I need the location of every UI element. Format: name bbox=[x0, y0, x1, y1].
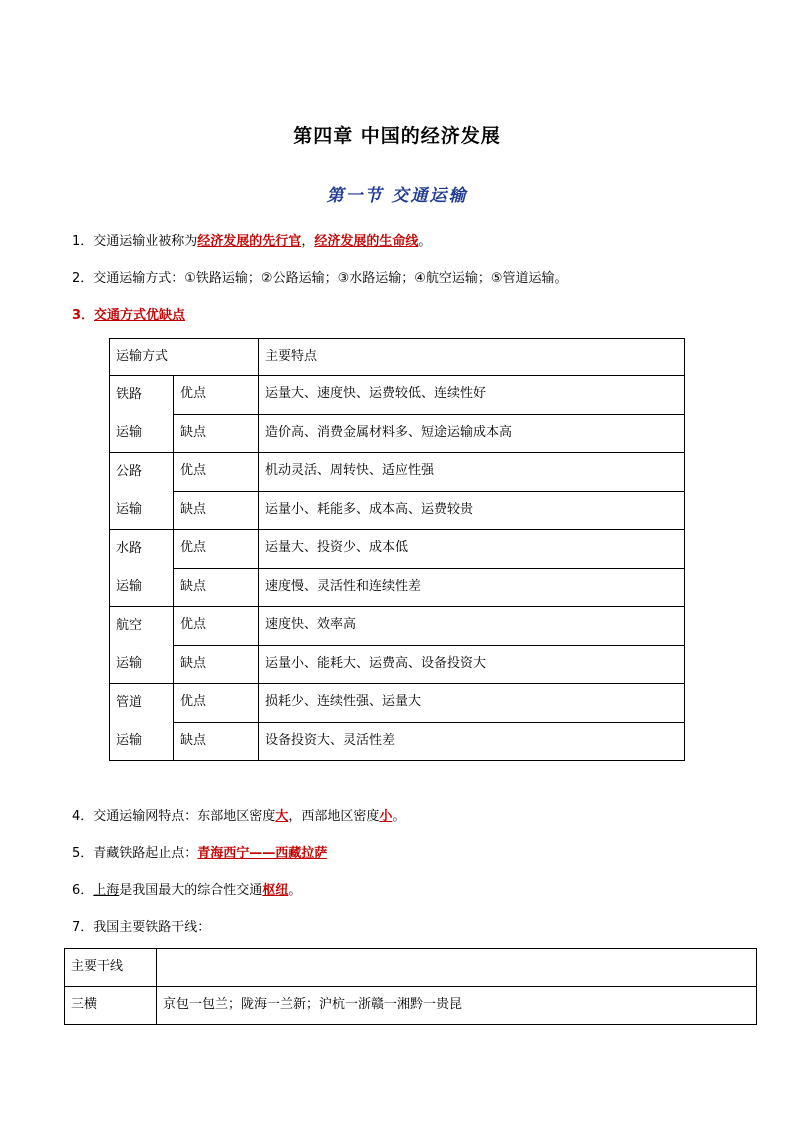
mode-cell bbox=[110, 453, 174, 530]
item-6 bbox=[72, 879, 301, 898]
highlight-term: 经济发展的先行官 bbox=[197, 234, 302, 249]
item-text: 。 bbox=[418, 234, 432, 249]
con-text: 设备投资大、灵活性差 bbox=[259, 722, 685, 761]
highlight-term: 小 bbox=[379, 809, 393, 824]
pro-label: 优点 bbox=[174, 453, 259, 492]
item-text: 青藏铁路起止点： bbox=[93, 846, 198, 861]
mode-name: 公路 bbox=[116, 464, 143, 479]
item-text: 交通运输方式：①铁路运输；②公路运输；③水路运输；④航空运输；⑤管道运输。 bbox=[93, 271, 568, 286]
pro-text: 运量大、速度快、运费较低、连续性好 bbox=[259, 376, 685, 415]
table-row bbox=[110, 568, 685, 607]
highlight-term: 青海西宁——西藏拉萨 bbox=[197, 846, 328, 861]
table-header-row bbox=[65, 949, 757, 987]
header-cell-empty bbox=[157, 949, 757, 987]
highlight-term: 枢纽 bbox=[262, 883, 289, 898]
table-row bbox=[110, 645, 685, 684]
item-text: ， bbox=[301, 234, 315, 249]
row-label: 三横 bbox=[65, 987, 157, 1025]
railway-trunk-lines-table bbox=[64, 948, 757, 1025]
highlight-term: 大 bbox=[275, 809, 289, 824]
item-number: 3． bbox=[72, 308, 95, 323]
con-text: 运量小、能耗大、运费高、设备投资大 bbox=[259, 645, 685, 684]
pro-text: 运量大、投资少、成本低 bbox=[259, 530, 685, 569]
con-label: 缺点 bbox=[174, 491, 259, 530]
table-row bbox=[110, 722, 685, 761]
transport-comparison-table bbox=[109, 338, 685, 761]
table-row bbox=[110, 684, 685, 723]
pro-label: 优点 bbox=[174, 684, 259, 723]
mode-name: 运输 bbox=[116, 656, 143, 671]
item-5 bbox=[72, 842, 327, 861]
table-row bbox=[65, 987, 757, 1025]
item-text: 我国主要铁路干线： bbox=[93, 920, 211, 935]
mode-name: 运输 bbox=[116, 502, 143, 517]
table-row bbox=[110, 376, 685, 415]
con-label: 缺点 bbox=[174, 645, 259, 684]
item-number: 6． bbox=[72, 883, 94, 898]
mode-name: 航空 bbox=[116, 618, 143, 633]
item-number: 7． bbox=[72, 920, 94, 935]
item-text: ，西部地区密度 bbox=[288, 809, 380, 824]
section-title: 第一节 交通运输 bbox=[326, 186, 468, 206]
con-text: 速度慢、灵活性和连续性差 bbox=[259, 568, 685, 607]
con-text: 运量小、耗能多、成本高、运费较贵 bbox=[259, 491, 685, 530]
item-number: 5． bbox=[72, 846, 94, 861]
mode-name: 运输 bbox=[116, 733, 143, 748]
header-cell-features: 主要特点 bbox=[259, 339, 685, 376]
item-3 bbox=[72, 304, 185, 323]
pro-text: 损耗少、连续性强、运量大 bbox=[259, 684, 685, 723]
mode-cell bbox=[110, 607, 174, 684]
table-row bbox=[110, 607, 685, 646]
pro-text: 速度快、效率高 bbox=[259, 607, 685, 646]
item-number: 1． bbox=[72, 234, 94, 249]
item-2 bbox=[72, 267, 568, 286]
item-text: 是我国最大的综合性交通 bbox=[119, 883, 263, 898]
item-number: 4． bbox=[72, 809, 94, 824]
pro-label: 优点 bbox=[174, 607, 259, 646]
pro-text: 机动灵活、周转快、适应性强 bbox=[259, 453, 685, 492]
con-label: 缺点 bbox=[174, 414, 259, 453]
con-label: 缺点 bbox=[174, 568, 259, 607]
underlined-term: 上海 bbox=[93, 883, 120, 898]
table-row bbox=[110, 453, 685, 492]
item-number: 2． bbox=[72, 271, 94, 286]
mode-cell bbox=[110, 530, 174, 607]
mode-name: 水路 bbox=[116, 541, 143, 556]
pro-label: 优点 bbox=[174, 530, 259, 569]
row-value: 京包一包兰；陇海一兰新；沪杭一浙赣一湘黔一贵昆 bbox=[157, 987, 757, 1025]
item-text: 。 bbox=[288, 883, 302, 898]
item-text: 交通运输网特点：东部地区密度 bbox=[93, 809, 276, 824]
pro-label: 优点 bbox=[174, 376, 259, 415]
table-row bbox=[110, 414, 685, 453]
item-text: 。 bbox=[392, 809, 406, 824]
table-row bbox=[110, 491, 685, 530]
mode-cell bbox=[110, 684, 174, 761]
mode-name: 运输 bbox=[116, 579, 143, 594]
highlight-term: 经济发展的生命线 bbox=[314, 234, 419, 249]
item-heading: 交通方式优缺点 bbox=[94, 308, 186, 323]
mode-name: 铁路 bbox=[116, 387, 143, 402]
chapter-title: 第四章 中国的经济发展 bbox=[293, 125, 501, 147]
item-text: 交通运输业被称为 bbox=[93, 234, 198, 249]
item-7 bbox=[72, 916, 210, 935]
table-header-row bbox=[110, 339, 685, 376]
header-cell-mode: 运输方式 bbox=[110, 339, 259, 376]
mode-name: 运输 bbox=[116, 425, 143, 440]
con-text: 造价高、消费金属材料多、短途运输成本高 bbox=[259, 414, 685, 453]
item-1 bbox=[72, 230, 431, 249]
mode-cell bbox=[110, 376, 174, 453]
item-4 bbox=[72, 805, 405, 824]
header-cell-main-lines: 主要干线 bbox=[65, 949, 157, 987]
mode-name: 管道 bbox=[116, 695, 143, 710]
table-row bbox=[110, 530, 685, 569]
con-label: 缺点 bbox=[174, 722, 259, 761]
